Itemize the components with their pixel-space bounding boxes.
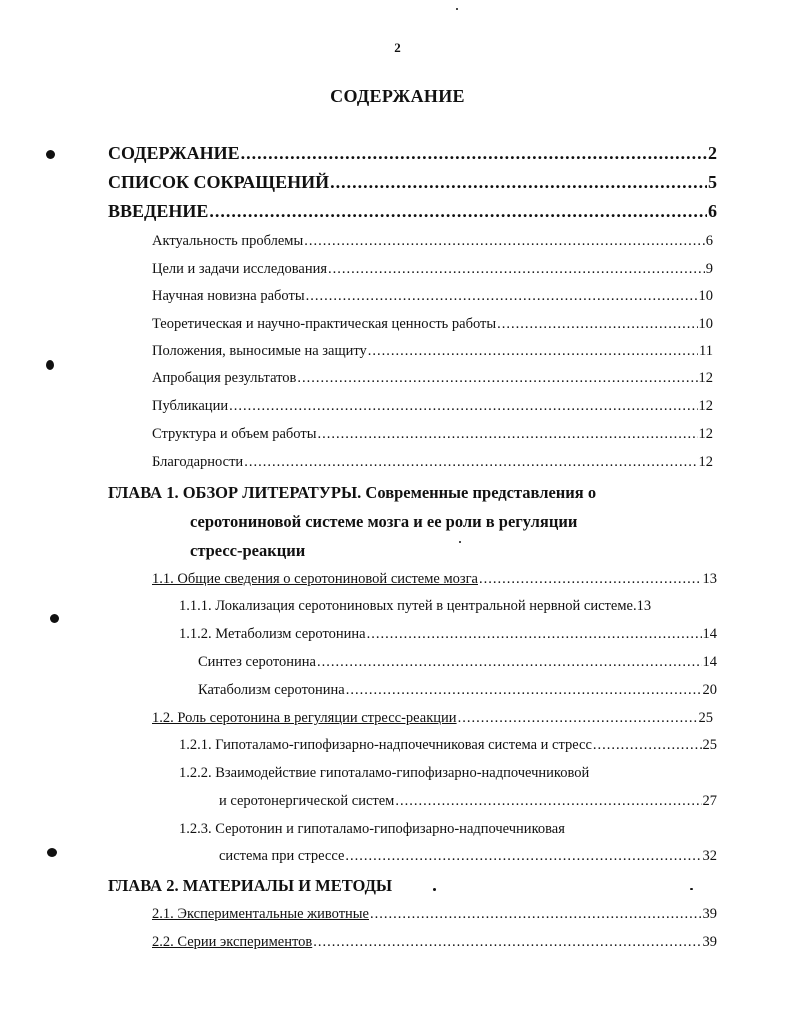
toc-entry-1-1-2 [179, 626, 717, 643]
leader-dots [330, 172, 707, 193]
toc-label: Теоретическая и научно-практическая ценность работы [152, 316, 497, 332]
toc-page: 20 [702, 682, 717, 698]
chapter-1-heading-line-3: стресс-реакции [190, 541, 306, 560]
toc-page: 12 [698, 454, 713, 470]
toc-page: 13 [636, 598, 652, 614]
toc-page: 32 [702, 848, 717, 864]
scan-speck [459, 541, 461, 543]
toc-entry-2-1 [152, 906, 717, 923]
leader-dots [244, 454, 697, 471]
leader-dots [241, 143, 707, 164]
toc-page: 10 [698, 316, 713, 332]
toc-page: 12 [698, 398, 713, 414]
toc-entry-theses [152, 343, 713, 360]
leader-dots [367, 626, 702, 643]
leader-dots [345, 848, 701, 865]
toc-page: 14 [702, 654, 717, 670]
toc-page: 6 [708, 201, 717, 221]
toc-entry-value [152, 316, 713, 333]
toc-entry-introduction [108, 201, 717, 222]
leader-dots [209, 201, 707, 222]
chapter-2-heading: ГЛАВА 2. МАТЕРИАЛЫ И МЕТОДЫ [108, 876, 393, 895]
toc-label: СПИСОК СОКРАЩЕНИЙ [108, 172, 330, 192]
toc-entry-publications [152, 398, 713, 415]
leader-dots [304, 233, 705, 250]
toc-entry-2-2 [152, 934, 717, 951]
toc-page: 39 [702, 906, 717, 922]
leader-dots [328, 261, 705, 278]
leader-dots [497, 316, 697, 333]
scan-speck [47, 848, 57, 857]
leader-dots [313, 934, 701, 951]
toc-entry-novelty [152, 288, 713, 305]
toc-page: 10 [698, 288, 713, 304]
toc-page: 25 [702, 737, 717, 753]
leader-dots [317, 426, 697, 443]
toc-entry-1-2-3-line-1: 1.2.3. Серотонин и гипоталамо-гипофизарно-надпочечниковая [179, 821, 565, 837]
toc-label: 2.2. Серии экспериментов [152, 934, 313, 950]
toc-page: 5 [708, 172, 717, 192]
toc-label: Структура и объем работы [152, 426, 317, 442]
chapter-1-heading-line-1: ГЛАВА 1. ОБЗОР ЛИТЕРАТУРЫ. Современные представления о [108, 483, 597, 502]
leader-dots [297, 370, 697, 387]
leader-dots [346, 682, 702, 699]
toc-entry-1-2-2-line-1: 1.2.2. Взаимодействие гипоталамо-гипофизарно-надпочечниковой [179, 765, 590, 781]
toc-entry-acknowledgements [152, 454, 713, 471]
toc-entry-structure [152, 426, 713, 443]
toc-label: Цели и задачи исследования [152, 261, 328, 277]
chapter-1-heading-line-2: серотониновой системе мозга и ее роли в регуляции [190, 512, 578, 531]
toc-label: 1.1.2. Метаболизм серотонина [179, 626, 366, 642]
leader-dots [306, 288, 698, 305]
toc-page: 12 [698, 426, 713, 442]
toc-entry-relevance [152, 233, 713, 250]
toc-entry-goals [152, 261, 713, 278]
toc-page: 2 [708, 143, 717, 163]
leader-dots [395, 793, 701, 810]
scan-speck [690, 888, 693, 890]
toc-page: 12 [698, 370, 713, 386]
scan-speck [46, 360, 54, 370]
toc-entry-catabolism [198, 682, 717, 699]
toc-label: Публикации [152, 398, 229, 414]
scan-speck [50, 614, 59, 623]
toc-entry-1-2 [152, 710, 713, 727]
toc-page: 11 [699, 343, 713, 359]
leader-dots [593, 737, 702, 754]
toc-label: Синтез серотонина [198, 654, 316, 670]
toc-entry-1-2-3 [219, 848, 717, 865]
toc-label: СОДЕРЖАНИЕ [108, 143, 240, 163]
page-title: СОДЕРЖАНИЕ [330, 86, 465, 106]
toc-label: Благодарности [152, 454, 244, 470]
toc-label: Апробация результатов [152, 370, 297, 386]
toc-label: Научная новизна работы [152, 288, 305, 304]
scan-speck [456, 8, 458, 10]
toc-page: 9 [705, 261, 713, 277]
toc-label: 1.2.1. Гипоталамо-гипофизарно-надпочечниковая система и стресс [179, 737, 592, 753]
toc-label: и серотонергической систем [219, 793, 395, 809]
toc-label: Катаболизм серотонина [198, 682, 345, 698]
scan-speck [433, 888, 436, 891]
toc-page: 13 [702, 571, 717, 587]
leader-dots [479, 571, 702, 588]
toc-entry-1-2-2 [219, 793, 717, 810]
leader-dots [458, 710, 698, 727]
toc-page: 6 [705, 233, 713, 249]
toc-label: Положения, выносимые на защиту [152, 343, 367, 359]
toc-label: ВВЕДЕНИЕ [108, 201, 209, 221]
toc-label: система при стрессе [219, 848, 345, 864]
leader-dots [370, 906, 702, 923]
toc-page: 39 [702, 934, 717, 950]
toc-entry-1-1 [152, 571, 717, 588]
toc-page: 25 [698, 710, 713, 726]
toc-label: Актуальность проблемы [152, 233, 304, 249]
toc-entry-abbreviations [108, 172, 717, 193]
toc-page: 27 [702, 793, 717, 809]
toc-entry-approbation [152, 370, 713, 387]
toc-label: 1.2. Роль серотонина в регуляции стресс-реакции [152, 710, 457, 726]
leader-dots [368, 343, 698, 360]
toc-entry-1-1-1 [179, 598, 717, 615]
scan-speck [46, 150, 55, 159]
toc-entry-1-2-1 [179, 737, 717, 754]
leader-dots [317, 654, 702, 671]
page-number: 2 [394, 40, 401, 55]
toc-entry-contents [108, 143, 717, 164]
toc-page: 14 [702, 626, 717, 642]
leader-dots [229, 398, 697, 415]
toc-label: 1.1. Общие сведения о серотониновой системе мозга [152, 571, 478, 587]
toc-label: 1.1.1. Локализация серотониновых путей в центральной нервной системе. [179, 598, 637, 614]
toc-entry-synthesis [198, 654, 717, 671]
toc-label: 2.1. Экспериментальные животные [152, 906, 369, 922]
